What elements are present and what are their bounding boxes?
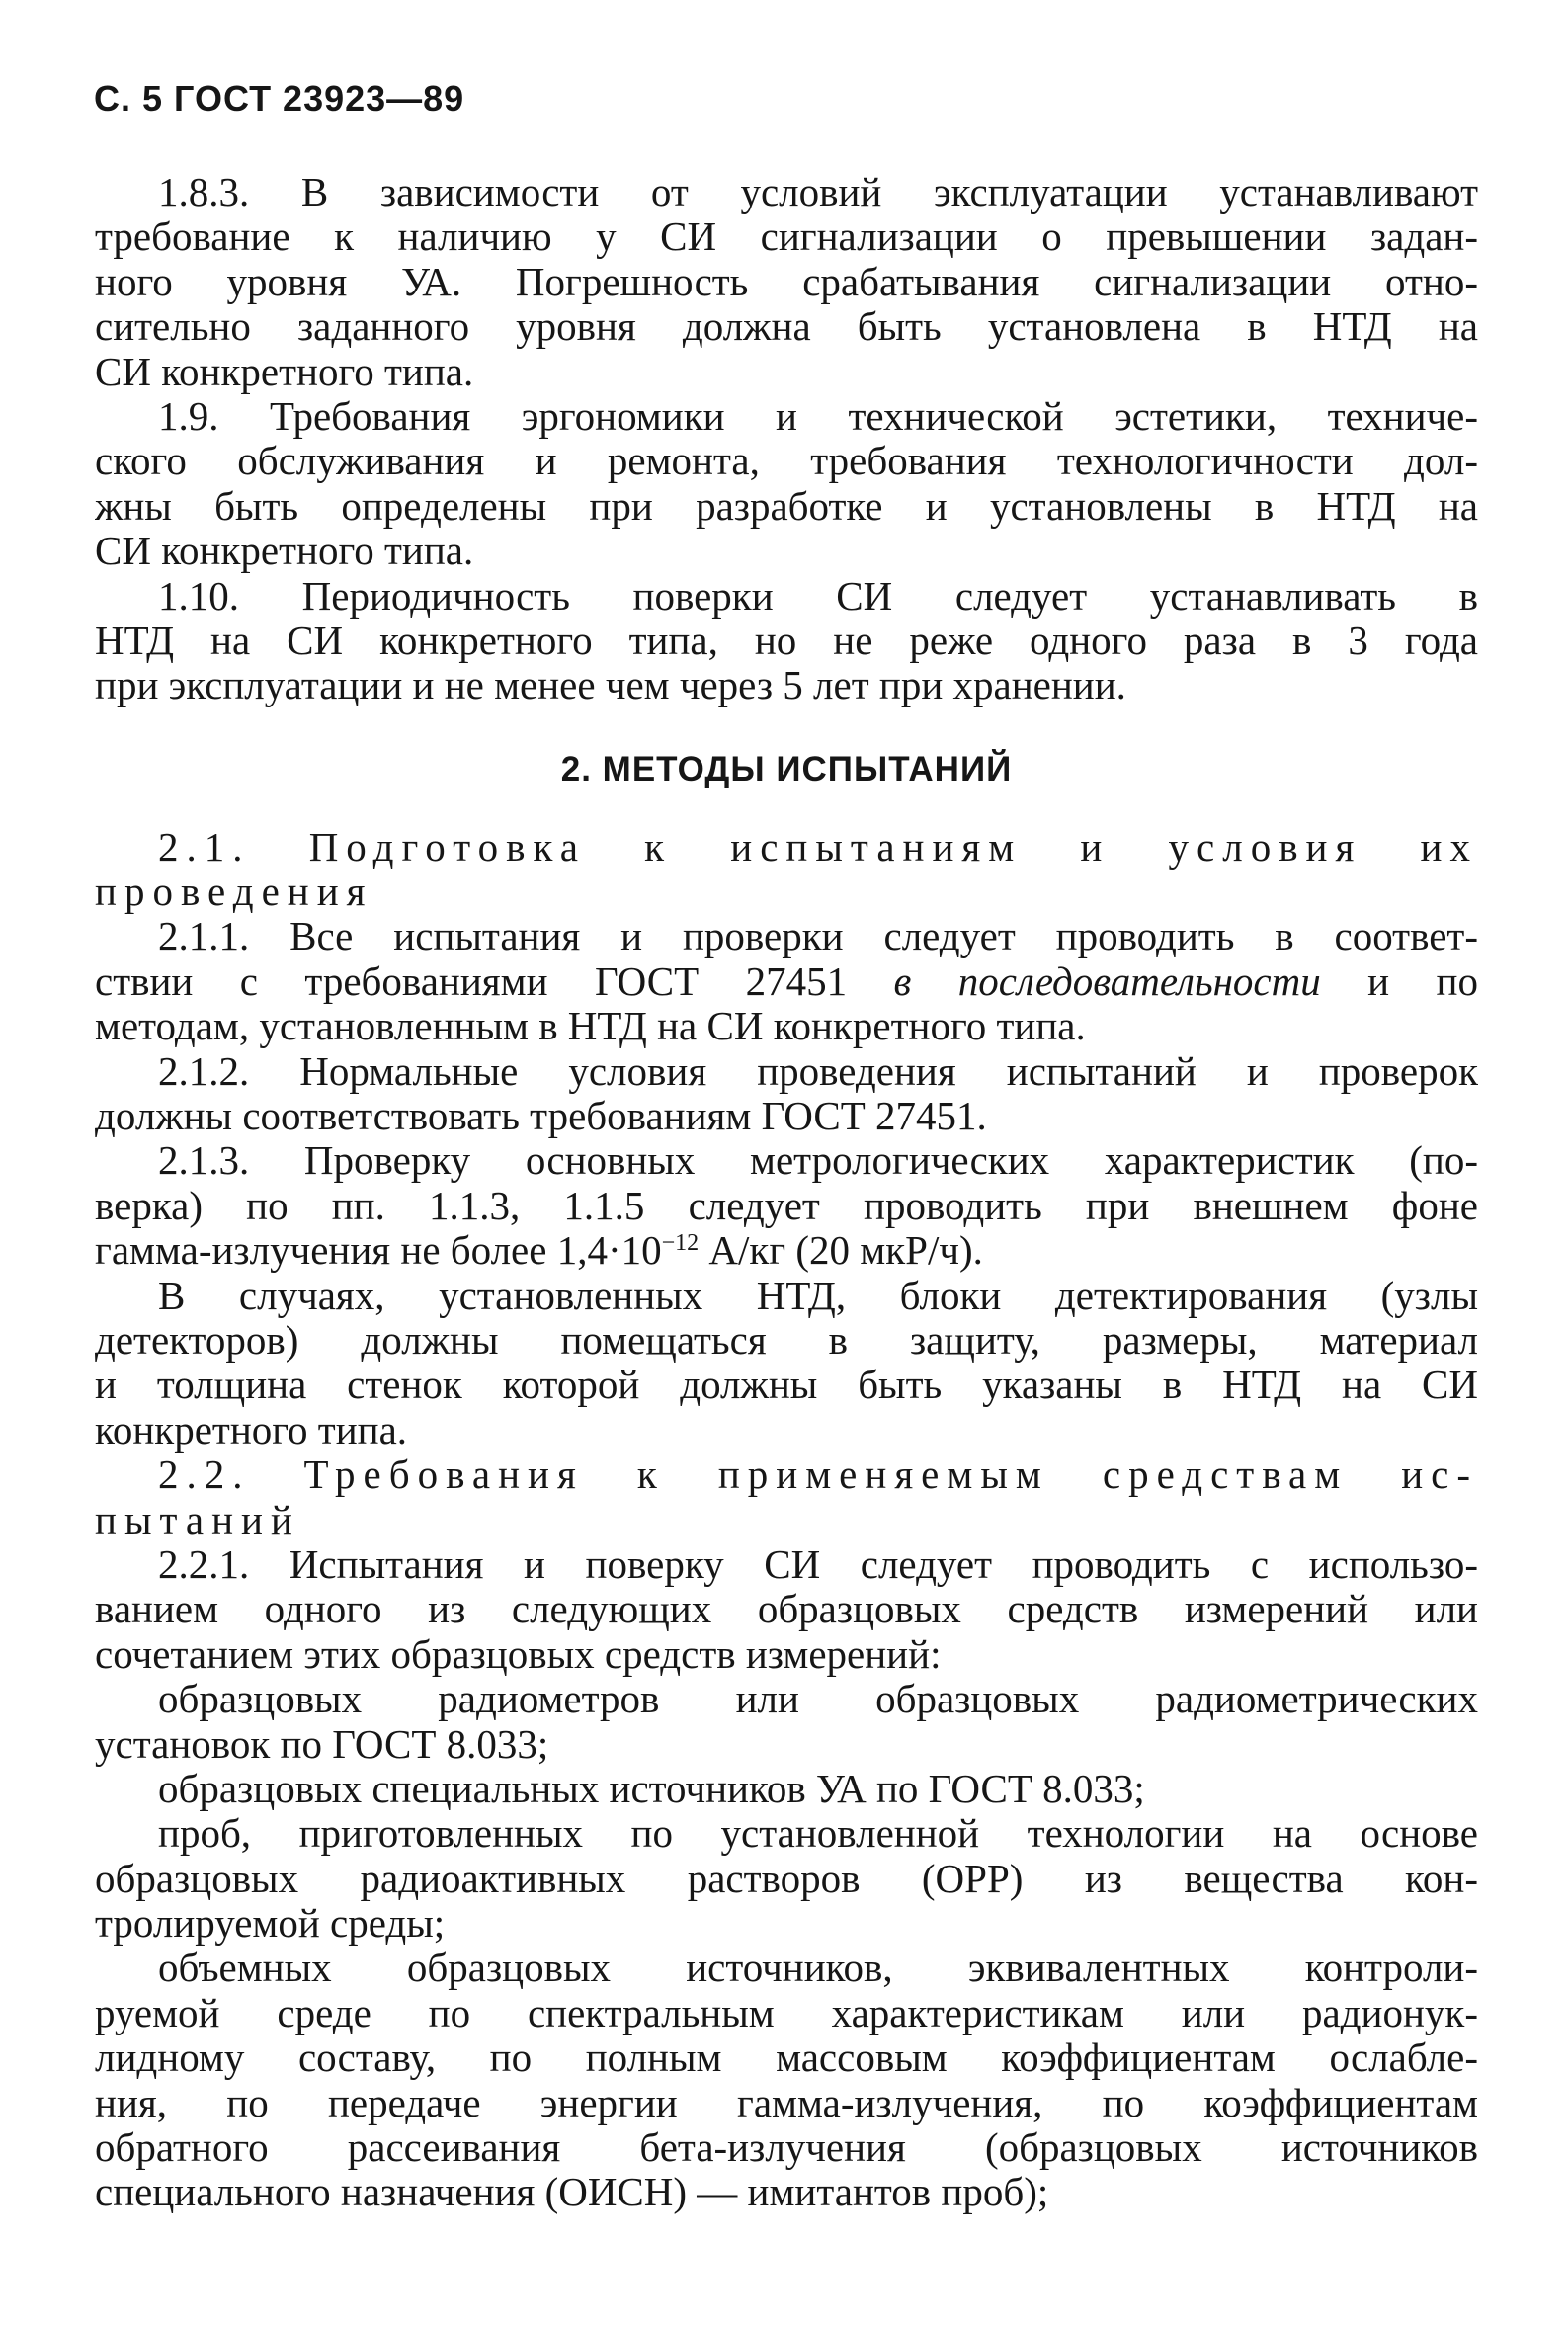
page-header: С. 5 ГОСТ 23923—89 (94, 78, 465, 119)
paragraph-2-1-3-continued (95, 1274, 1478, 1453)
text-fragment: ствии с требованиями ГОСТ 27451 (95, 958, 894, 1004)
document-body (95, 170, 1478, 2215)
paragraph-2-1-2 (95, 1049, 1478, 1139)
text-line: обратного рассеивания бета-излучения (образцовых источников (95, 2125, 1478, 2171)
text-line: образцовых радиометров или образцовых радиометрических (158, 1677, 1478, 1722)
exponent: −12 (661, 1230, 700, 1257)
text-line (95, 959, 1478, 1004)
paragraph-2-1-1 (95, 914, 1478, 1048)
text-line: 2.2.1. Испытания и поверку СИ следует проводить с использо- (158, 1541, 1478, 1587)
text-line: должны соответствовать требованиям ГОСТ 27451. (95, 1094, 987, 1139)
text-line: 2.2. Требования к применяемым средствам ис- (158, 1453, 1478, 1498)
subsection-2-1-title (95, 825, 1478, 915)
text-line: СИ конкретного типа. (95, 349, 474, 394)
text-line: ного уровня УА. Погрешность срабатывания сигнализации отно- (95, 259, 1478, 304)
text-line: конкретного типа. (95, 1407, 408, 1453)
paragraph-2-2-1 (95, 1542, 1478, 1677)
paragraph-1-10 (95, 574, 1478, 708)
list-item-sources (95, 1767, 1478, 1811)
text-line: 1.10. Периодичность поверки СИ следует устанавливать в (158, 573, 1478, 619)
text-line: образцовых специальных источников УА по ГОСТ 8.033; (158, 1766, 1145, 1811)
paragraph-2-1-3 (95, 1138, 1478, 1273)
list-item-radiometers (95, 1677, 1478, 1767)
text-line: объемных образцовых источников, эквивалентных контроли- (158, 1946, 1478, 1991)
text-line: В случаях, установленных НТД, блоки детектирования (узлы (158, 1273, 1478, 1318)
text-fragment: и по (1320, 958, 1478, 1004)
text-line: образцовых радиоактивных растворов (ОРР) из вещества кон- (95, 1856, 1478, 1901)
text-line: руемой среде по спектральным характеристикам или радионук- (95, 1990, 1478, 2035)
text-line: жны быть определены при разработке и установлены в НТД на (95, 483, 1478, 529)
text-line: детекторов) должны помещаться в защиту, размеры, материал (95, 1317, 1478, 1363)
paragraph-1-8-3 (95, 170, 1478, 394)
text-fragment: гамма-излучения не более 1,4·10 (95, 1228, 662, 1274)
text-line: верка) по пп. 1.1.3, 1.1.5 следует проводить при внешнем фоне (95, 1183, 1478, 1228)
text-line: 2.1.1. Все испытания и проверки следует проводить в соответ- (158, 914, 1478, 959)
subsection-2-2-title (95, 1453, 1478, 1542)
text-line: сительно заданного уровня должна быть установлена в НТД на (95, 304, 1478, 350)
text-line: ского обслуживания и ремонта, требования технологичности дол- (95, 439, 1478, 484)
text-line: СИ конкретного типа. (95, 529, 474, 574)
text-line: проб, приготовленных по установленной технологии на основе (158, 1811, 1478, 1857)
text-line: специального назначения (ОИСН) — имитантов проб); (95, 2170, 1049, 2215)
text-line: ния, по передаче энергии гамма-излучения, по коэффициентам (95, 2080, 1478, 2125)
text-line: ванием одного из следующих образцовых средств измерений или (95, 1587, 1478, 1632)
text-line: установок по ГОСТ 8.033; (95, 1721, 549, 1767)
text-line: требование к наличию у СИ сигнализации о превышении задан- (95, 214, 1478, 260)
text-fragment: А/кг (20 мкР/ч). (699, 1228, 983, 1274)
text-line: проведения (95, 870, 373, 915)
text-line: 2.1. Подготовка к испытаниям и условия их (158, 824, 1478, 870)
text-line: сочетанием этих образцовых средств измерений: (95, 1631, 942, 1677)
text-line (95, 1228, 1478, 1273)
text-line: и толщина стенок которой должны быть указаны в НТД на СИ (95, 1363, 1478, 1408)
paragraph-1-9 (95, 394, 1478, 574)
text-line: 1.8.3. В зависимости от условий эксплуатации устанавливают (158, 170, 1478, 214)
text-line: лидному составу, по полным массовым коэффициентам ослабле- (95, 2035, 1478, 2081)
text-line: НТД на СИ конкретного типа, но не реже одного раза в 3 года (95, 618, 1478, 663)
text-line: 2.1.2. Нормальные условия проведения испытаний и проверок (158, 1048, 1478, 1094)
section-heading: 2. МЕТОДЫ ИСПЫТАНИЙ (560, 749, 1013, 789)
text-line: 2.1.3. Проверку основных метрологических характеристик (по- (158, 1138, 1478, 1184)
emphasis-text: в последовательности (893, 958, 1321, 1004)
text-line: 1.9. Требования эргономики и технической эстетики, техниче- (158, 393, 1478, 439)
text-line: при эксплуатации и не менее чем через 5 лет при хранении. (95, 663, 1126, 708)
list-item-volume-sources (95, 1946, 1478, 2214)
text-line: тролируемой среды; (95, 1901, 446, 1947)
list-item-samples (95, 1811, 1478, 1946)
text-line: методам, установленным в НТД на СИ конкретного типа. (95, 1004, 1086, 1049)
text-line: пытаний (95, 1497, 300, 1542)
